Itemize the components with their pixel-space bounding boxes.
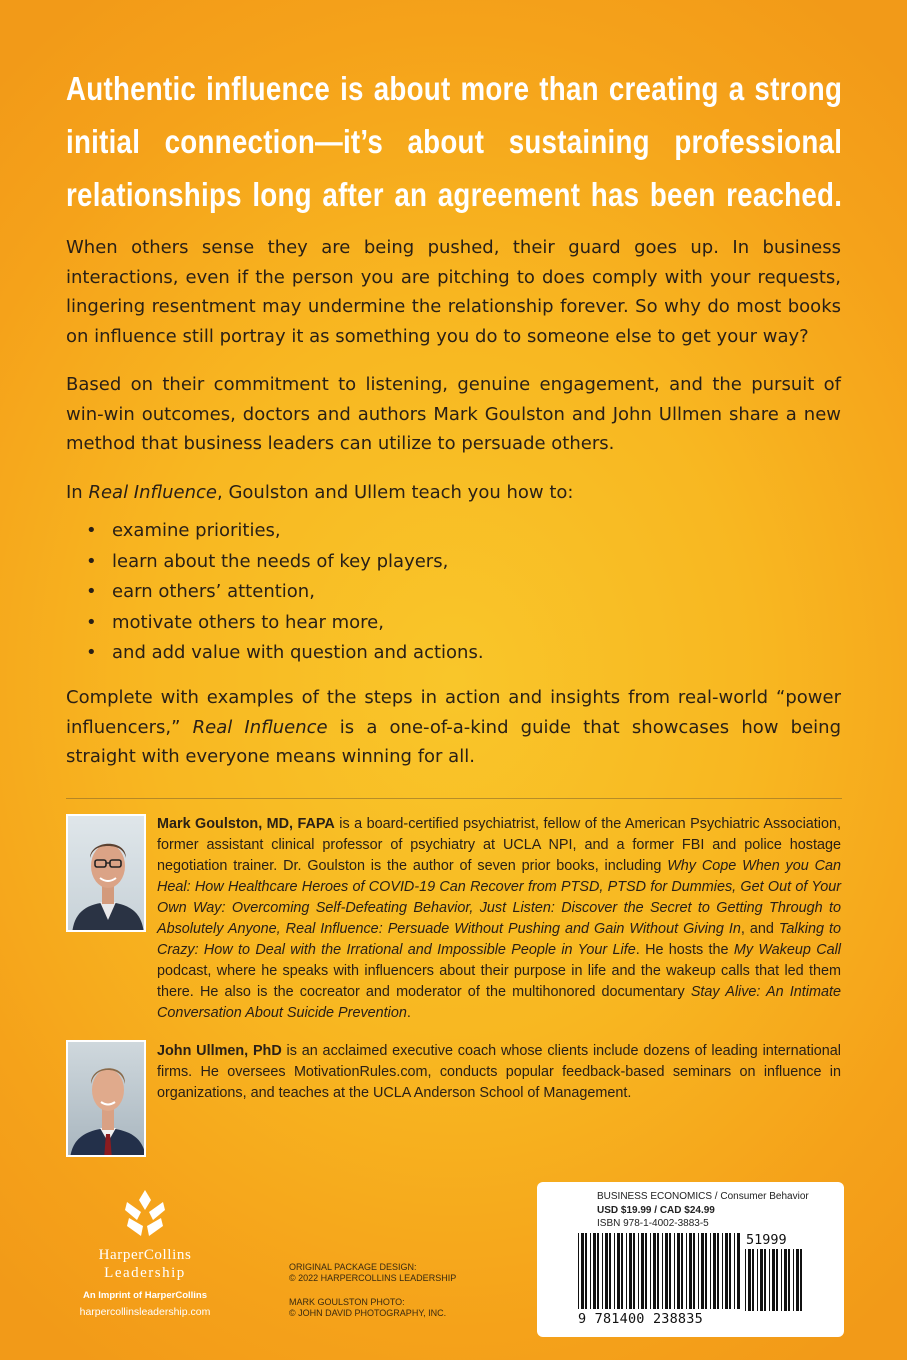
barcode-bar [585,1233,587,1309]
barcode-bar [698,1233,699,1309]
barcode-bar [693,1233,695,1309]
paragraph-intro: When others sense they are being pushed, their guard goes up. In business interactions, even if the person you are pitching to does comply with your requests, lingering resentment may undermine the relationship forever. So why do most books on influence still portray it as something you do to someone else to get your way? [66,237,841,347]
barcode-bar [729,1233,731,1309]
brand-name [60,1246,230,1282]
author-name: Mark Goulston, MD, FAPA [157,816,335,832]
barcode-category: BUSINESS ECONOMICS / Consumer Behavior [597,1191,809,1202]
barcode-isbn: ISBN 978-1-4002-3883-5 [597,1218,709,1229]
paragraph-closing [66,683,841,772]
book-title: Real Influence [192,716,328,738]
barcode-bar [713,1233,716,1309]
barcode-bar [593,1233,596,1309]
photo-credit-label: MARK GOULSTON PHOTO: [289,1297,405,1307]
barcode-bar [760,1249,763,1311]
barcode-bar [665,1233,668,1309]
barcode-bar [772,1249,775,1311]
barcode-price: USD $19.99 / CAD $24.99 [597,1205,715,1216]
barcode-bar [617,1233,620,1309]
brand-line-2: Leadership [104,1265,186,1281]
book-title: Real Influence [88,482,217,503]
bio-ullmen [157,1041,841,1104]
bullet-list [86,516,484,669]
barcode-bar [626,1233,627,1309]
barcode-bar [614,1233,615,1309]
barcode-bar [677,1233,680,1309]
barcode-bar [581,1233,584,1309]
barcode-bar [752,1249,754,1311]
barcode-bar [629,1233,632,1309]
barcode-bar [769,1249,770,1311]
design-credit-value: © 2022 HARPERCOLLINS LEADERSHIP [289,1273,457,1283]
barcode-bar [737,1233,740,1309]
headline [66,62,842,221]
barcode-bar [605,1233,608,1309]
author-photo-goulston [66,814,146,932]
barcode-bar [725,1233,728,1309]
barcode-bar [796,1249,799,1311]
bio-text: podcast, where he speaks with influencers about their purpose in life and the wakeup calls that led them there. He also is the cocreator and moderator of the multihonored documentary [157,963,841,1000]
barcode-bar [745,1249,746,1311]
barcode-bar [669,1233,671,1309]
author-photo-ullmen [66,1040,146,1157]
bio-text: . He hosts the [635,942,734,958]
barcode-bar [638,1233,639,1309]
barcode-bar [705,1233,707,1309]
barcode-bar [653,1233,656,1309]
barcode-bar [686,1233,687,1309]
bullet-item: • and add value with question and actions. [86,638,484,669]
barcode-bar [633,1233,635,1309]
bio-goulston [157,814,841,1024]
barcode-bar [722,1233,723,1309]
bio-text: , and [740,921,779,937]
barcode-bar [781,1249,782,1311]
barcode-bar [621,1233,623,1309]
barcode-addon-digits: 51999 [746,1232,787,1248]
bullet-item: • examine priorities, [86,516,484,547]
p3-post: , Goulston and Ullem teach you how to: [217,482,574,503]
barcode-bar [800,1249,802,1311]
book-list: Why Cope When you Can Heal: How Healthcare Heroes of COVID-19 Can Recover from PTSD, PTSD for Dummies, Get Out of Your Own Way: Overcoming Self-Defeating Behavior, Just Listen: Discover the Secret to Getting Through to Absolutely Anyone, Real Influence: Persuade Without Pushing and Gain Without Giving In [157,858,842,937]
p4-post: is a one-of-a-kind guide that showcases how being straight with everyone means winning for all. [66,716,842,767]
headline-line-1: Authentic influence is about more than creating a strong [66,70,843,107]
publisher-logo [60,1188,230,1318]
barcode-bar [650,1233,651,1309]
book-title: Talking to Crazy: How to Deal with the Irrational and Impossible People in Your Life [157,921,841,958]
bullet-item: • learn about the needs of key players, [86,547,484,578]
publisher-url: harpercollinsleadership.com [79,1306,211,1318]
divider [66,798,842,799]
barcode-bar [757,1249,758,1311]
photo-credits [289,1262,499,1319]
barcode-bar [748,1249,751,1311]
author-name: John Ullmen, PhD [157,1043,282,1059]
bullet-item: • earn others’ attention, [86,577,484,608]
barcode-bar [681,1233,683,1309]
barcode-bar [710,1233,711,1309]
paragraph-authors: Based on their commitment to listening, genuine engagement, and the pursuit of win-win outcomes, doctors and authors Mark Goulston and John Ullmen share a new method that business leaders can utilize to persuade others. [66,374,841,454]
barcode-bar [602,1233,603,1309]
barcode-bar [662,1233,663,1309]
barcode-bar [597,1233,599,1309]
barcode-bar [609,1233,611,1309]
barcode-bar [793,1249,794,1311]
brand-line-1: HarperCollins [98,1247,192,1263]
barcode-bar [717,1233,719,1309]
barcode-bar [657,1233,659,1309]
design-credit-label: ORIGINAL PACKAGE DESIGN: [289,1262,417,1272]
p4-pre: Complete with examples of the steps in action and insights from real-world “power influencers,” [66,687,841,738]
imprint-text: An Imprint of HarperCollins [82,1290,208,1301]
bio-text: . [406,1005,411,1021]
podcast-title: My Wakeup Call [733,942,841,958]
flame-icon [123,1188,167,1240]
bio-text: is a board-certified psychiatrist, fellow of the American Psychiatric Association, former assistant clinical professor of psychiatry at UCLA NPI, and a former FBI and police hostage negotiation trainer. Dr. Goulston is the author of seven prior books, including [157,816,841,874]
barcode-bar [764,1249,766,1311]
documentary-title: Stay Alive: An Intimate Conversation About Suicide Prevention [157,984,841,1021]
barcode-bar [701,1233,704,1309]
barcode-bar [689,1233,692,1309]
barcode-bar [788,1249,790,1311]
barcode-digits: 9 781400 238835 [578,1311,703,1327]
paragraph-teach-lead [66,478,841,508]
isbn-barcode [578,1233,740,1313]
barcode-bar [641,1233,644,1309]
headline-line-2: initial connection—it’s about sustaining professional [66,123,843,160]
p3-pre: In [66,482,89,503]
barcode-bar [578,1233,579,1309]
barcode-bar [776,1249,778,1311]
price-addon-barcode [745,1249,803,1313]
bullet-item: • motivate others to hear more, [86,608,484,639]
headline-line-3: relationships long after an agreement has been reached. [66,176,843,213]
photo-credit-value: © JOHN DAVID PHOTOGRAPHY, INC. [289,1308,447,1318]
barcode-bar [734,1233,735,1309]
barcode-bar [784,1249,787,1311]
bio-text: is an acclaimed executive coach whose clients include dozens of leading international firms. He oversees MotivationRules.com, conducts popular feedback-based seminars on influence in organizations, and teaches at the UCLA Anderson School of Management. [157,1043,841,1101]
barcode-bar [674,1233,675,1309]
barcode-bar [590,1233,591,1309]
barcode-bar [645,1233,647,1309]
